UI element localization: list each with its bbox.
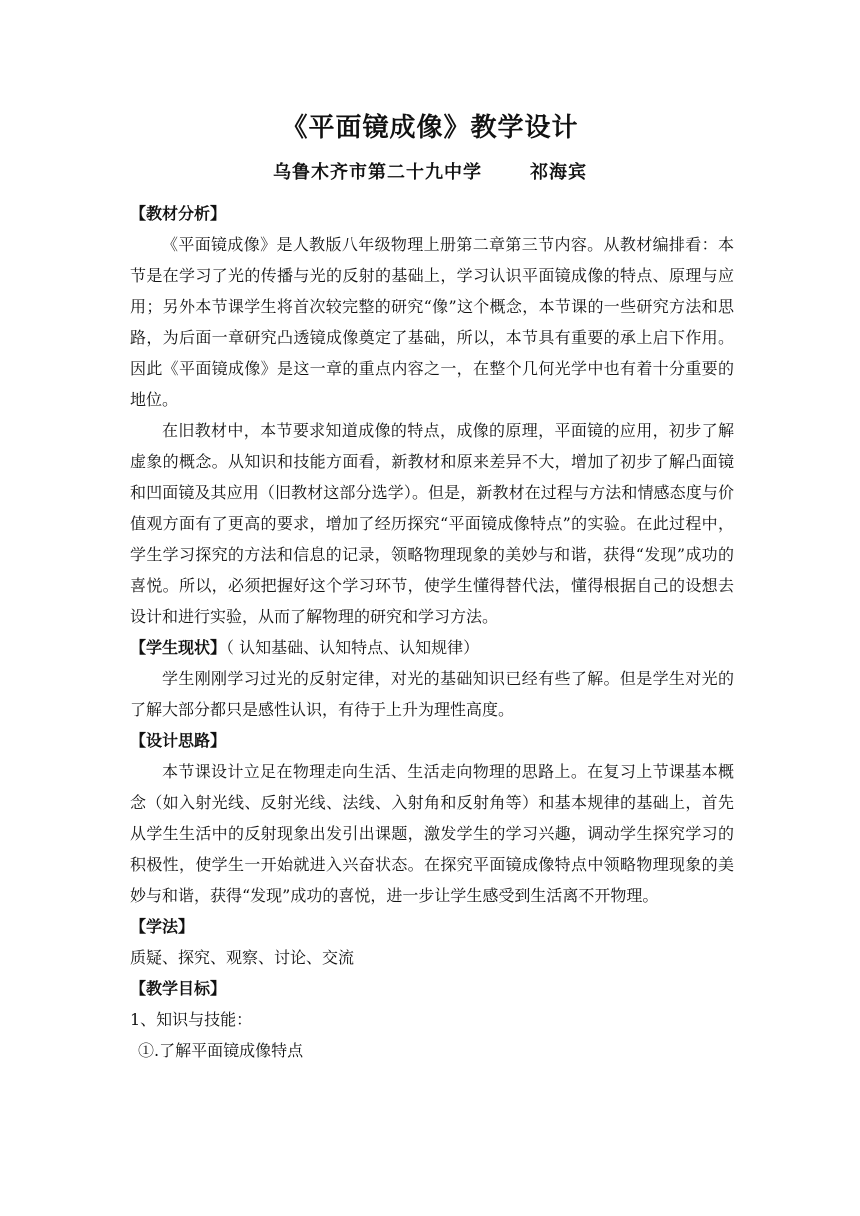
section-heading-goals: 【教学目标】: [130, 979, 227, 998]
document-body: [130, 198, 734, 1066]
paragraph-materials-1: 《平面镜成像》是人教版八年级物理上册第二章第三节内容。从教材编排看：本节是在学习了光的传播与光的反射的基础上，学习认识平面镜成像的特点、原理与应用；另外本节课学生将首次较完整的研究“像”这个概念，本节课的一些研究方法和思路，为后面一章研究凸透镜成像奠定了基础，所以，本节具有重要的承上启下作用。因此《平面镜成像》是这一章的重点内容之一，在整个几何光学中也有着十分重要的地位。: [130, 235, 734, 409]
students-heading-note: （ 认知基础、认知特点、认知规律）: [226, 638, 480, 657]
students-heading-label: 【学生现状】: [130, 638, 227, 657]
goals-item-1: 1、知识与技能：: [130, 1010, 253, 1029]
paragraph-students-1: 学生刚刚学习过光的反射定律，对光的基础知识已经有些了解。但是学生对光的了解大部分都只是感性认识，有待于上升为理性高度。: [130, 669, 734, 719]
section-heading-materials: 【教材分析】: [130, 204, 227, 223]
document-subtitle: [0, 158, 860, 188]
section-heading-students: [130, 632, 734, 663]
school-name: 乌鲁木齐市第二十九中学: [273, 162, 482, 183]
goals-item-1-1: ①.了解平面镜成像特点: [138, 1041, 304, 1060]
document-title: 《平面镜成像》教学设计: [281, 113, 579, 143]
section-heading-design: 【设计思路】: [130, 731, 227, 750]
paragraph-design-1: 本节课设计立足在物理走向生活、生活走向物理的思路上。在复习上节课基本概念（如入射光线、反射光线、法线、入射角和反射角等）和基本规律的基础上，首先从学生生活中的反射现象出发引出课题，激发学生的学习兴趣，调动学生探究学习的积极性，使学生一开始就进入兴奋状态。在探究平面镜成像特点中领略物理现象的美妙与和谐，获得“发现”成功的喜悦，进一步让学生感受到生活离不开物理。: [130, 762, 734, 905]
paragraph-method-1: 质疑、探究、观察、讨论、交流: [130, 948, 355, 967]
section-heading-method: 【学法】: [130, 917, 195, 936]
author-name: 祁海宾: [530, 162, 587, 183]
paragraph-materials-2: 在旧教材中，本节要求知道成像的特点，成像的原理，平面镜的应用，初步了解虚象的概念。从知识和技能方面看，新教材和原来差异不大，增加了初步了解凸面镜和凹面镜及其应用（旧教材这部分选学）。但是，新教材在过程与方法和情感态度与价值观方面有了更高的要求，增加了经历探究“平面镜成像特点”的实验。在此过程中，学生学习探究的方法和信息的记录，领略物理现象的美妙与和谐，获得“发现”成功的喜悦。所以，必须把握好这个学习环节，使学生懂得替代法，懂得根据自己的设想去设计和进行实验，从而了解物理的研究和学习方法。: [130, 421, 734, 626]
